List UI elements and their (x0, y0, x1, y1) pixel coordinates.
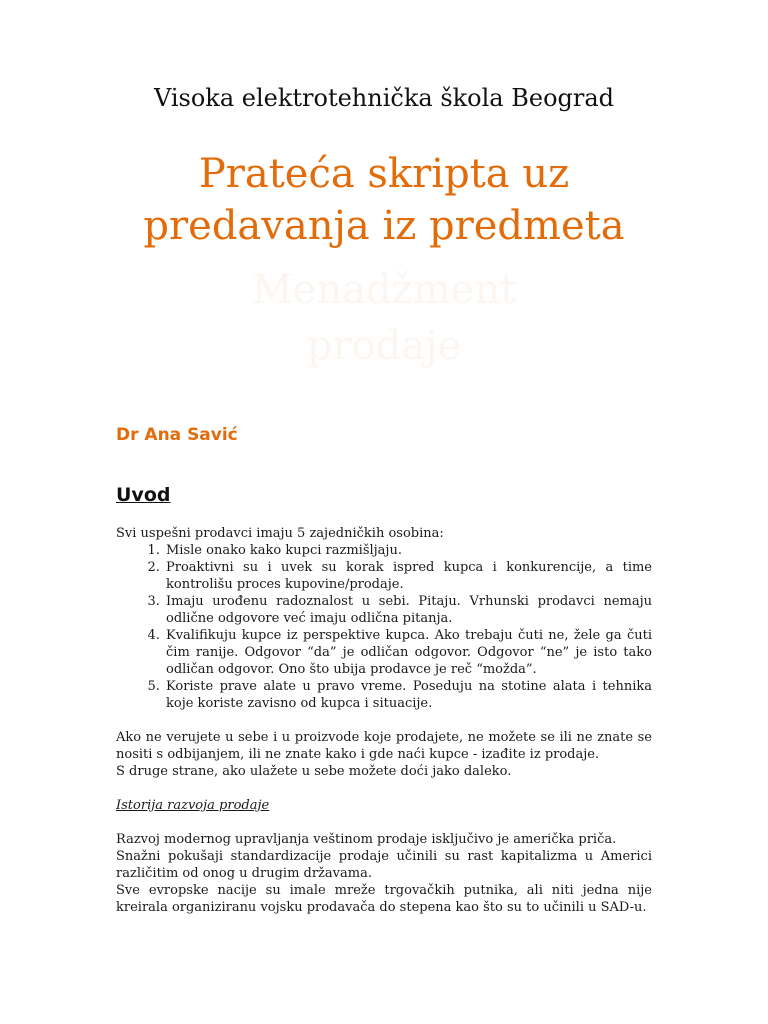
paragraph: Sve evropske nacije su imale mreže trgovačkih putnika, ali niti jedna nije kreirala organiziranu vojsku prodavača do stepena kao što su to učinili u SAD-u. (116, 883, 652, 915)
school-name: Visoka elektrotehnička škola Beograd (153, 84, 615, 112)
paragraph: S druge strane, ako ulažete u sebe možete doći jako daleko. (116, 764, 512, 779)
paragraph: Razvoj modernog upravljanja veštinom prodaje isključivo je američka priča. (116, 832, 617, 847)
title-line-4: prodaje (306, 323, 462, 369)
section-heading: Uvod (116, 484, 171, 506)
section-body (116, 525, 652, 916)
list-item: 3. Imaju urođenu radoznalost u sebi. Pitaju. Vrhunski prodavci nemaju odlične odgovore već imaju odlična pitanja. (164, 593, 652, 627)
list-item: 1. Misle onako kako kupci razmišljaju. (164, 542, 652, 559)
traits-list (116, 542, 652, 712)
title-line-1: Prateća skripta uz (198, 151, 570, 197)
title-line-2: predavanja iz predmeta (143, 203, 625, 249)
list-item: 5. Koriste prave alate u pravo vreme. Poseduju na stotine alata i tehnika koje koriste zavisno od kupca i situacije. (164, 678, 652, 712)
author-name: Dr Ana Savić (116, 425, 238, 445)
document-title (0, 148, 768, 252)
paragraph: Snažni pokušaji standardizacije prodaje učinili su rast kapitalizma u Americi različitim od onog u drugim državama. (116, 849, 652, 881)
subsection-heading: Istorija razvoja prodaje (116, 798, 270, 813)
paragraph: Ako ne verujete u sebe i u proizvode koje prodajete, ne možete se ili ne znate se nositi s odbijanjem, ili ne znate kako i gde naći kupce - izađite iz prodaje. (116, 730, 652, 762)
intro-text: Svi uspešni prodavci imaju 5 zajedničkih osobina: (116, 526, 444, 541)
title-line-3: Menadžment (251, 267, 517, 313)
list-item: 2. Proaktivni su i uvek su korak ispred kupca i konkurencije, a time kontrolišu proces kupovine/prodaje. (164, 559, 652, 593)
subject-title-faint (0, 262, 768, 374)
list-item: 4. Kvalifikuju kupce iz perspektive kupca. Ako trebaju čuti ne, žele ga čuti čim ranije. Odgovor “da” je odličan odgovor. Odgovor “ne” je isto tako odličan odgovor. Ono što ubija prodavce je reč “možda”. (164, 627, 652, 678)
